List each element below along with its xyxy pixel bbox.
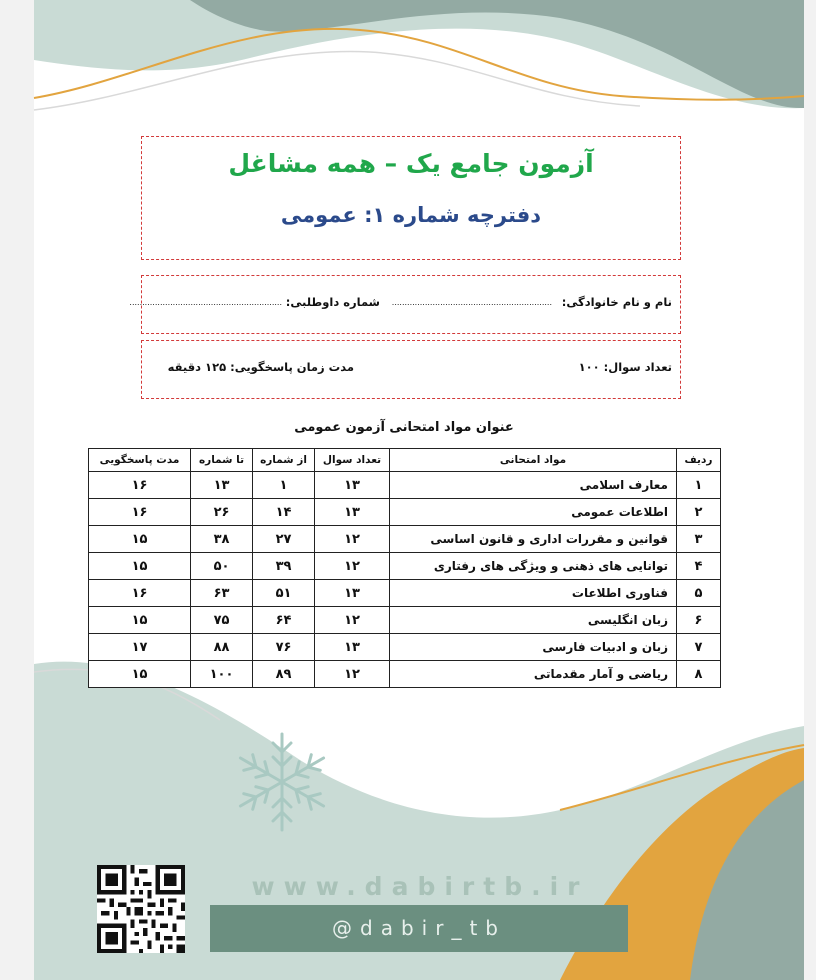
answer-time: ۱۶ — [89, 472, 191, 499]
row-number: ۵ — [677, 580, 721, 607]
header-from-number: از شماره — [253, 449, 315, 472]
subject-name: زبان انگلیسی — [390, 607, 677, 634]
header-to-number: تا شماره — [191, 449, 253, 472]
row-number: ۶ — [677, 607, 721, 634]
table-row — [89, 580, 721, 607]
question-count: تعداد سوال: ۱۰۰ — [578, 360, 672, 374]
question-count: ۱۲ — [315, 553, 390, 580]
subject-name: قوانین و مقررات اداری و قانون اساسی — [390, 526, 677, 553]
title-box — [141, 136, 681, 260]
question-count: ۱۳ — [315, 580, 390, 607]
subjects-table — [88, 448, 721, 688]
social-handle: @dabir_tb — [332, 916, 506, 940]
table-row — [89, 607, 721, 634]
from-number: ۸۹ — [253, 661, 315, 688]
subject-name: فناوری اطلاعات — [390, 580, 677, 607]
to-number: ۲۶ — [191, 499, 253, 526]
answer-duration: مدت زمان پاسخگویی: ۱۲۵ دقیقه — [167, 360, 354, 374]
subject-name: ریاضی و آمار مقدماتی — [390, 661, 677, 688]
to-number: ۳۸ — [191, 526, 253, 553]
from-number: ۱ — [253, 472, 315, 499]
subjects-table-title: عنوان مواد امتحانی آزمون عمومی — [294, 420, 514, 435]
table-row — [89, 499, 721, 526]
table-row — [89, 661, 721, 688]
to-number: ۵۰ — [191, 553, 253, 580]
social-handle-bar — [210, 905, 628, 952]
snowflake-icon — [228, 728, 336, 836]
header-subject: مواد امتحانی — [390, 449, 677, 472]
exam-info-box — [141, 340, 681, 399]
answer-time: ۱۶ — [89, 499, 191, 526]
subject-name: معارف اسلامی — [390, 472, 677, 499]
subject-name: اطلاعات عمومی — [390, 499, 677, 526]
answer-time: ۱۵ — [89, 661, 191, 688]
from-number: ۵۱ — [253, 580, 315, 607]
to-number: ۱۳ — [191, 472, 253, 499]
website-url: www.dabirtb.ir — [251, 872, 589, 901]
name-blank: ............................................................... — [391, 298, 552, 307]
question-count: ۱۳ — [315, 499, 390, 526]
row-number: ۴ — [677, 553, 721, 580]
row-number: ۸ — [677, 661, 721, 688]
question-count: ۱۳ — [315, 634, 390, 661]
candidate-info-box — [129, 275, 681, 334]
to-number: ۷۵ — [191, 607, 253, 634]
from-number: ۱۴ — [253, 499, 315, 526]
answer-time: ۱۶ — [89, 580, 191, 607]
question-count: ۱۳ — [315, 472, 390, 499]
header-answer-time: مدت پاسخگویی — [89, 449, 191, 472]
table-row — [89, 553, 721, 580]
from-number: ۶۴ — [253, 607, 315, 634]
qr-code-icon — [97, 865, 185, 953]
subject-name: توانایی های ذهنی و ویژگی های رفتاری — [390, 553, 677, 580]
name-label: نام و نام خانوادگی: — [561, 295, 672, 309]
exam-title: آزمون جامع یک – همه مشاغل — [228, 149, 594, 178]
subject-name: زبان و ادبیات فارسی — [390, 634, 677, 661]
question-count: ۱۲ — [315, 526, 390, 553]
candidate-number-label: شماره داوطلبی: — [285, 295, 380, 309]
to-number: ۸۸ — [191, 634, 253, 661]
table-row — [89, 526, 721, 553]
table-row — [89, 472, 721, 499]
table-header-row — [89, 449, 721, 472]
question-count: ۱۲ — [315, 661, 390, 688]
candidate-number-blank: ............................................................ — [129, 298, 282, 307]
to-number: ۶۳ — [191, 580, 253, 607]
question-count: ۱۲ — [315, 607, 390, 634]
answer-time: ۱۵ — [89, 607, 191, 634]
from-number: ۷۶ — [253, 634, 315, 661]
row-number: ۷ — [677, 634, 721, 661]
from-number: ۳۹ — [253, 553, 315, 580]
answer-time: ۱۵ — [89, 553, 191, 580]
table-row — [89, 634, 721, 661]
row-number: ۳ — [677, 526, 721, 553]
answer-time: ۱۷ — [89, 634, 191, 661]
from-number: ۲۷ — [253, 526, 315, 553]
header-row-number: ردیف — [677, 449, 721, 472]
row-number: ۱ — [677, 472, 721, 499]
to-number: ۱۰۰ — [191, 661, 253, 688]
header-question-count: تعداد سوال — [315, 449, 390, 472]
row-number: ۲ — [677, 499, 721, 526]
answer-time: ۱۵ — [89, 526, 191, 553]
booklet-subtitle: دفترچه شماره ۱: عمومی — [280, 203, 542, 227]
